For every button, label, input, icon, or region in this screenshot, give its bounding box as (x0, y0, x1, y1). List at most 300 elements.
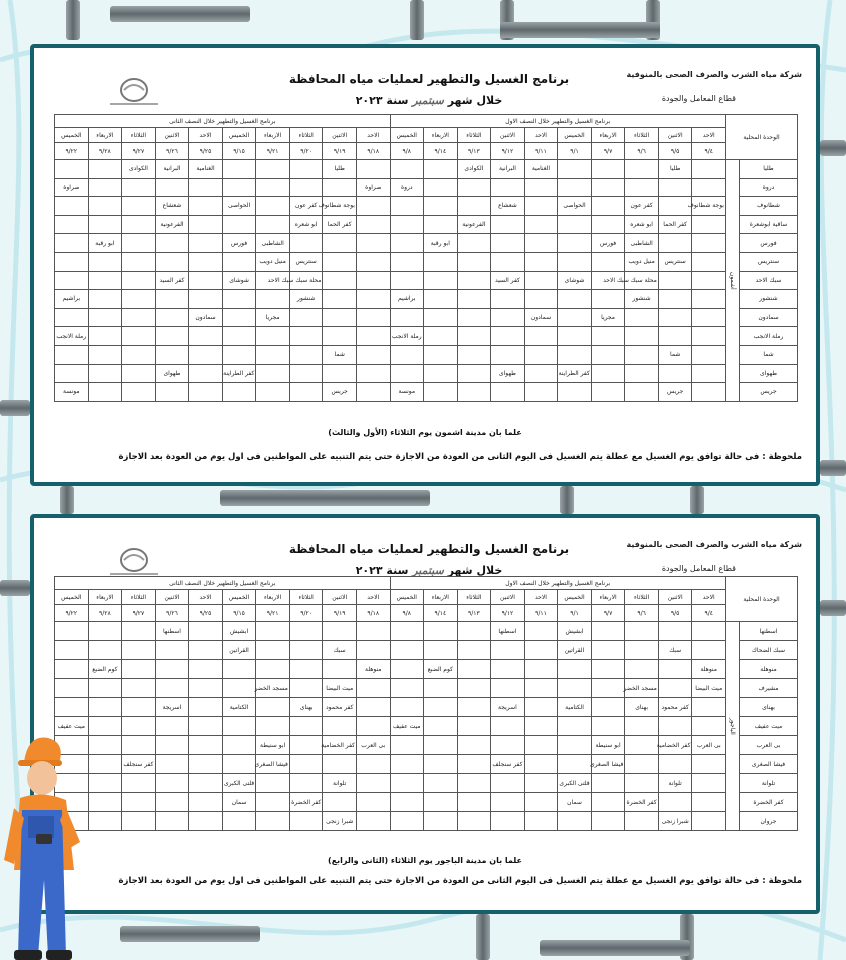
schedule-cell (189, 793, 223, 812)
date-header: ٩/١٥ (222, 605, 256, 622)
table-row (55, 641, 798, 660)
schedule-cell (457, 308, 491, 327)
schedule-cell (356, 345, 390, 364)
sheet-header (34, 518, 816, 584)
date-header: ٩/١٩ (323, 605, 357, 622)
schedule-cell (558, 308, 592, 327)
schedule-cell: ابو سنيطة (591, 736, 625, 755)
schedule-cell: سبك (323, 641, 357, 660)
region-label (725, 160, 739, 402)
schedule-cell (424, 252, 458, 271)
schedule-cell (591, 160, 625, 179)
schedule-cell: كفر الحما (658, 215, 692, 234)
day-header: الاربعاء (424, 128, 458, 143)
schedule-cell (591, 793, 625, 812)
schedule-cell: بهناى (625, 698, 659, 717)
schedule-cell (155, 327, 189, 346)
village-name: بهناى (740, 698, 798, 717)
table-row (55, 197, 798, 216)
day-header: الاربعاء (88, 128, 122, 143)
date-header: ٩/١٣ (457, 143, 491, 160)
schedule-cell (658, 290, 692, 309)
schedule-cell (155, 290, 189, 309)
schedule-cell (189, 641, 223, 660)
day-header: الاحد (692, 590, 726, 605)
table-row (55, 271, 798, 290)
schedule-cell (524, 178, 558, 197)
schedule-cell (558, 178, 592, 197)
schedule-cell: فورس (222, 234, 256, 253)
schedule-cell (155, 308, 189, 327)
schedule-cell (658, 197, 692, 216)
remark-note: ملحوظة : فى حالة توافق يوم الغسيل مع عطلة يتم الغسيل فى اليوم الثانى من العودة من الاجازة حتى يتم التنبيه على المواطنين فى اول يوم من العودة بعد الاجازة (118, 452, 802, 462)
schedule-cell (558, 812, 592, 831)
schedule-cell (189, 178, 223, 197)
schedule-cell (88, 252, 122, 271)
village-name: مشيرف (740, 679, 798, 698)
schedule-cell (491, 290, 525, 309)
schedule-cell: البرانية (155, 160, 189, 179)
schedule-cell: صراوة (55, 178, 89, 197)
schedule-cell (524, 717, 558, 736)
schedule-cell: اسطنها (491, 622, 525, 641)
date-header: ٩/٢٨ (88, 605, 122, 622)
schedule-cell (88, 345, 122, 364)
schedule-cell: براشيم (55, 290, 89, 309)
schedule-cell (55, 698, 89, 717)
pipe (120, 926, 260, 942)
schedule-cell: فورس (591, 234, 625, 253)
schedule-cell (491, 215, 525, 234)
schedule-cell (189, 622, 223, 641)
village-name: ساقية ابوشعرة (740, 215, 798, 234)
schedule-cell (122, 178, 156, 197)
schedule-cell (122, 622, 156, 641)
schedule-cell: الغنامية (524, 160, 558, 179)
village-name: تلوانة (740, 774, 798, 793)
schedule-cell (658, 234, 692, 253)
table-row (55, 793, 798, 812)
company-logo-icon (104, 76, 164, 108)
schedule-cell: بهناى (289, 698, 323, 717)
date-header: ٩/٧ (591, 143, 625, 160)
schedule-cell (524, 679, 558, 698)
schedule-cell: قلتى الكبرى (558, 774, 592, 793)
schedule-cell (591, 698, 625, 717)
schedule-cell (88, 679, 122, 698)
schedule-cell (222, 178, 256, 197)
day-header: الاثنين (491, 590, 525, 605)
schedule-cell (256, 178, 290, 197)
schedule-cell (591, 197, 625, 216)
schedule-cell (88, 197, 122, 216)
schedule-cell (189, 679, 223, 698)
schedule-cell: كفر الحما (323, 215, 357, 234)
second-half-header: برنامج الغسيل والتطهير خلال النصف الثانى (55, 577, 391, 590)
village-name: منوهلة (740, 660, 798, 679)
schedule-cell (591, 812, 625, 831)
schedule-cell: شبرا زنجى (323, 812, 357, 831)
schedule-cell (558, 160, 592, 179)
date-header: ٩/١٤ (424, 143, 458, 160)
schedule-cell (424, 679, 458, 698)
day-header: الخميس (222, 128, 256, 143)
schedule-cell (356, 160, 390, 179)
schedule-cell: قلتى الكبرى (222, 774, 256, 793)
schedule-cell (256, 383, 290, 402)
date-header: ٩/١٨ (356, 605, 390, 622)
date-header: ٩/٦ (625, 143, 659, 160)
schedule-cell (591, 641, 625, 660)
schedule-cell (457, 622, 491, 641)
schedule-cell: القراتين (222, 641, 256, 660)
village-name: طهواى (740, 364, 798, 383)
schedule-cell: الفرعونية (457, 215, 491, 234)
schedule-cell (457, 234, 491, 253)
schedule-cell (658, 679, 692, 698)
schedule-cell: شنشور (289, 290, 323, 309)
first-half-header: برنامج الغسيل والتطهير خلال النصف الاول (390, 577, 725, 590)
schedule-cell (591, 383, 625, 402)
schedule-cell (424, 290, 458, 309)
region-label (725, 622, 739, 831)
day-header: الثلاثاء (457, 590, 491, 605)
schedule-cell (222, 755, 256, 774)
schedule-cell (323, 271, 357, 290)
schedule-cell (491, 641, 525, 660)
schedule-cell (356, 622, 390, 641)
schedule-cell (591, 215, 625, 234)
schedule-cell (524, 383, 558, 402)
schedule-cell (323, 178, 357, 197)
schedule-sheet-bagour (30, 514, 820, 914)
schedule-cell (256, 641, 290, 660)
schedule-cell: الكوادى (457, 160, 491, 179)
schedule-cell (658, 755, 692, 774)
schedule-cell (390, 160, 424, 179)
schedule-cell (55, 622, 89, 641)
day-header: الاربعاء (256, 590, 290, 605)
schedule-cell (222, 327, 256, 346)
second-half-header: برنامج الغسيل والتطهير خلال النصف الثانى (55, 115, 391, 128)
schedule-cell (289, 308, 323, 327)
schedule-cell: فيشا الصغرى (256, 755, 290, 774)
schedule-cell: مونسة (55, 383, 89, 402)
schedule-cell (625, 178, 659, 197)
schedule-cell (55, 679, 89, 698)
schedule-cell (692, 774, 726, 793)
schedule-cell: ابو رقبة (88, 234, 122, 253)
schedule-cell (390, 736, 424, 755)
schedule-cell: بوجة شطانوف (323, 197, 357, 216)
schedule-cell: كوم الضبع (424, 660, 458, 679)
schedule-cell (323, 308, 357, 327)
schedule-cell (558, 717, 592, 736)
sector-name: قطاع المعامل والجودة (661, 94, 736, 103)
day-header: الاربعاء (591, 590, 625, 605)
schedule-cell (591, 660, 625, 679)
schedule-cell (424, 327, 458, 346)
day-header: الخميس (558, 128, 592, 143)
date-header: ٩/١٨ (356, 143, 390, 160)
city-note: علما بان مدينة الباجور يوم الثلاثاء (الثانى والرابع) (328, 856, 522, 865)
schedule-cell (491, 774, 525, 793)
schedule-cell: بى العرب (356, 736, 390, 755)
pipe (820, 140, 846, 156)
schedule-cell (356, 308, 390, 327)
schedule-cell (491, 345, 525, 364)
day-header: الاربعاء (424, 590, 458, 605)
schedule-cell: اسريجة (155, 698, 189, 717)
schedule-cell: تلوانة (323, 774, 357, 793)
village-name: سنتريس (740, 252, 798, 271)
schedule-cell: كفر السيد (491, 271, 525, 290)
schedule-cell (323, 234, 357, 253)
company-name: شركة مياه الشرب والصرف الصحى بالمنوفية (626, 540, 802, 549)
schedule-cell (692, 793, 726, 812)
schedule-cell: محلة سبك سبك الاحد (289, 271, 323, 290)
schedule-cell: بى العرب (692, 736, 726, 755)
schedule-cell: ابشيش (222, 622, 256, 641)
schedule-cell (55, 271, 89, 290)
schedule-cell (625, 160, 659, 179)
schedule-cell (122, 793, 156, 812)
schedule-cell (356, 252, 390, 271)
schedule-cell (88, 736, 122, 755)
date-header: ٩/١٢ (491, 605, 525, 622)
day-header: الاربعاء (591, 128, 625, 143)
schedule-cell (692, 290, 726, 309)
schedule-cell: كفر الخضامية (323, 736, 357, 755)
schedule-cell (55, 252, 89, 271)
schedule-cell (356, 271, 390, 290)
schedule-cell (625, 736, 659, 755)
schedule-cell (558, 660, 592, 679)
schedule-cell (222, 736, 256, 755)
village-name: سبك الضحاك (740, 641, 798, 660)
pipe (476, 914, 490, 960)
schedule-cell (524, 271, 558, 290)
schedule-cell (625, 622, 659, 641)
schedule-cell: الكتامية (222, 698, 256, 717)
schedule-cell (558, 383, 592, 402)
schedule-cell (323, 717, 357, 736)
schedule-cell (625, 660, 659, 679)
schedule-cell: كفر محمود (323, 698, 357, 717)
pipe (690, 486, 704, 514)
table-row (55, 622, 798, 641)
day-header: الاثنين (155, 590, 189, 605)
pipe (60, 486, 74, 514)
date-header: ٩/٢٥ (189, 143, 223, 160)
table-row (55, 290, 798, 309)
schedule-cell (591, 252, 625, 271)
day-header: الاحد (189, 128, 223, 143)
schedule-cell (189, 197, 223, 216)
schedule-cell (591, 679, 625, 698)
schedule-cell: طهواى (155, 364, 189, 383)
schedule-cell (658, 793, 692, 812)
schedule-cell: ميت البيضا (692, 679, 726, 698)
schedule-cell (88, 364, 122, 383)
schedule-cell: منوهلة (692, 660, 726, 679)
date-header: ٩/٢٧ (122, 605, 156, 622)
first-half-header: برنامج الغسيل والتطهير خلال النصف الاول (390, 115, 725, 128)
day-header: الاربعاء (256, 128, 290, 143)
pipe (820, 460, 846, 476)
schedule-cell: جريس (658, 383, 692, 402)
schedule-cell (189, 717, 223, 736)
schedule-cell (524, 660, 558, 679)
schedule-cell (222, 252, 256, 271)
table-row (55, 736, 798, 755)
schedule-cell (390, 234, 424, 253)
day-header: الاثنين (155, 128, 189, 143)
schedule-cell (256, 812, 290, 831)
table-row (55, 383, 798, 402)
schedule-cell (692, 717, 726, 736)
schedule-cell (457, 774, 491, 793)
day-header: الثلاثاء (457, 128, 491, 143)
schedule-cell (356, 717, 390, 736)
village-name: شطانوف (740, 197, 798, 216)
schedule-cell: البرانية (491, 160, 525, 179)
schedule-cell: رملة الانجب (55, 327, 89, 346)
schedule-cell (524, 755, 558, 774)
schedule-cell (122, 327, 156, 346)
schedule-cell (558, 736, 592, 755)
schedule-cell (222, 812, 256, 831)
schedule-cell (256, 345, 290, 364)
schedule-cell (424, 774, 458, 793)
schedule-cell (424, 160, 458, 179)
schedule-cell: اسريجة (491, 698, 525, 717)
schedule-cell (356, 755, 390, 774)
schedule-cell (256, 215, 290, 234)
day-header: الاثنين (491, 128, 525, 143)
table-row (55, 252, 798, 271)
date-header: ٩/٨ (390, 605, 424, 622)
table-row (55, 717, 798, 736)
schedule-cell (524, 736, 558, 755)
schedule-cell (122, 364, 156, 383)
table-row (55, 774, 798, 793)
date-header: ٩/٤ (692, 605, 726, 622)
schedule-cell: كفر السيد (155, 271, 189, 290)
city-note: علما بان مدينة اشمون يوم الثلاثاء (الأول والثالث) (328, 428, 522, 437)
schedule-cell (88, 308, 122, 327)
schedule-cell: سبك (658, 641, 692, 660)
schedule-cell (122, 271, 156, 290)
schedule-cell (457, 364, 491, 383)
schedule-cell (658, 271, 692, 290)
schedule-cell (390, 660, 424, 679)
schedule-cell (155, 717, 189, 736)
schedule-cell (122, 641, 156, 660)
schedule-cell (390, 308, 424, 327)
schedule-cell (222, 160, 256, 179)
document-subtitle (314, 94, 544, 107)
schedule-cell (390, 271, 424, 290)
schedule-cell (457, 736, 491, 755)
schedule-cell (289, 755, 323, 774)
day-header: الخميس (390, 128, 424, 143)
schedule-cell: منيل دويب (625, 252, 659, 271)
table-row (55, 178, 798, 197)
schedule-cell (692, 364, 726, 383)
schedule-cell (457, 271, 491, 290)
schedule-cell (222, 345, 256, 364)
schedule-cell (692, 383, 726, 402)
date-header: ٩/١٣ (457, 605, 491, 622)
schedule-cell (524, 774, 558, 793)
day-header: الخميس (390, 590, 424, 605)
schedule-cell (692, 812, 726, 831)
schedule-cell (256, 774, 290, 793)
schedule-cell (289, 234, 323, 253)
schedule-cell (491, 736, 525, 755)
schedule-cell (323, 660, 357, 679)
schedule-cell (424, 793, 458, 812)
village-name: فورس (740, 234, 798, 253)
schedule-cell: فيشا الصغرى (591, 755, 625, 774)
worker-illustration (0, 720, 90, 960)
day-header: الخميس (55, 590, 89, 605)
schedule-cell (155, 793, 189, 812)
schedule-cell: كفر سنجلف (122, 755, 156, 774)
village-name: طليا (740, 160, 798, 179)
schedule-cell (692, 641, 726, 660)
schedule-cell (625, 717, 659, 736)
schedule-cell (457, 679, 491, 698)
schedule-cell (692, 308, 726, 327)
schedule-cell (356, 197, 390, 216)
day-header: الاحد (189, 590, 223, 605)
unit-header: الوحدة المحلية (725, 115, 797, 160)
schedule-cell (323, 327, 357, 346)
schedule-cell: ابو شعره (289, 215, 323, 234)
day-header: الثلاثاء (122, 128, 156, 143)
schedule-cell: محلة سبك سبك الاحد (625, 271, 659, 290)
date-header: ٩/٢٨ (88, 143, 122, 160)
schedule-cell (390, 197, 424, 216)
schedule-cell (88, 160, 122, 179)
schedule-cell (189, 755, 223, 774)
schedule-cell (457, 345, 491, 364)
schedule-cell: الشاطبى (256, 234, 290, 253)
schedule-cell: الغنامية (189, 160, 223, 179)
schedule-cell (222, 679, 256, 698)
schedule-cell: مسجد الخضر (625, 679, 659, 698)
schedule-cell: شنشور (625, 290, 659, 309)
schedule-cell: كفر الخضرة (625, 793, 659, 812)
schedule-cell (323, 793, 357, 812)
day-header: الاثنين (323, 128, 357, 143)
schedule-cell: الشاطبى (625, 234, 659, 253)
schedule-cell (491, 383, 525, 402)
date-header: ٩/١٤ (424, 605, 458, 622)
day-header: الخميس (55, 128, 89, 143)
schedule-cell (524, 641, 558, 660)
schedule-cell: جريس (323, 383, 357, 402)
schedule-cell (155, 679, 189, 698)
schedule-cell (524, 345, 558, 364)
schedule-cell: سمادون (524, 308, 558, 327)
schedule-cell: كوم الضبع (88, 660, 122, 679)
schedule-cell (558, 755, 592, 774)
schedule-cell (88, 717, 122, 736)
schedule-cell: سنتريس (658, 252, 692, 271)
